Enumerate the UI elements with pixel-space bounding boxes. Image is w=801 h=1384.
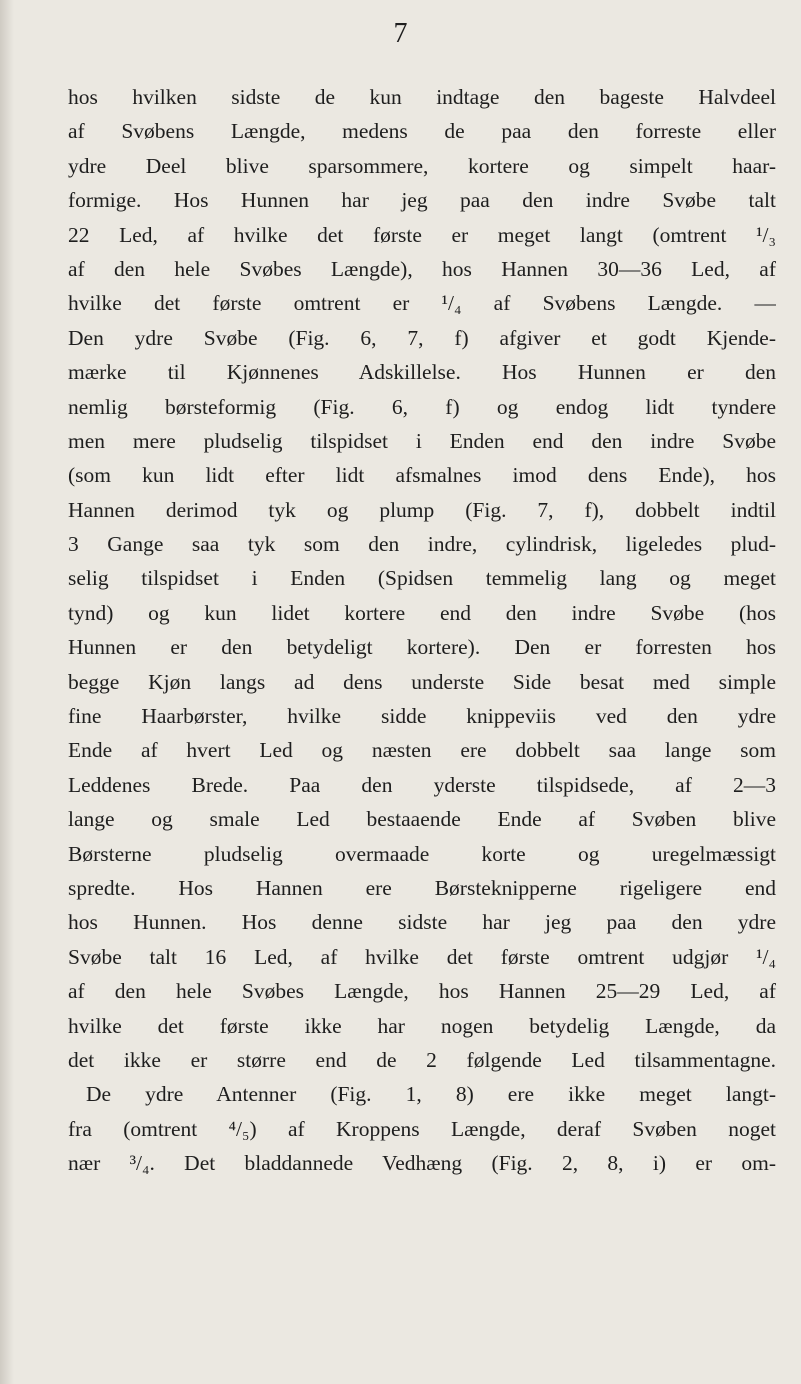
- text-line-2: af Svøbens Længde, medens de paa den forreste eller: [68, 119, 776, 144]
- text-line-8: Den ydre Svøbe (Fig. 6, 7, f) afgiver et godt Kjende-: [68, 325, 776, 350]
- text-line-14: 3 Gange saa tyk som den indre, cylindrisk, ligeledes plud-: [68, 532, 776, 557]
- text-line-17: Hunnen er den betydeligt kortere). Den er forresten hos: [68, 635, 776, 660]
- text-line-11: men mere pludselig tilspidset i Enden end den indre Svøbe: [68, 428, 776, 453]
- text-line-24: spredte. Hos Hannen ere Børsteknipperne rigeligere end: [68, 875, 776, 900]
- text-line-1: hos hvilken sidste de kun indtage den bageste Halvdeel: [68, 85, 776, 109]
- text-line-13: Hannen derimod tyk og plump (Fig. 7, f), dobbelt indtil: [68, 497, 776, 522]
- text-line-16: tynd) og kun lidet kortere end den indre Svøbe (hos: [68, 600, 776, 625]
- text-line-12: (som kun lidt efter lidt afsmalnes imod dens Ende), hos: [68, 463, 776, 488]
- text-line-4: formige. Hos Hunnen har jeg paa den indre Svøbe talt: [68, 188, 776, 213]
- text-line-10: nemlig børsteformig (Fig. 6, f) og endog lidt tyndere: [68, 394, 776, 419]
- text-line-15: selig tilspidset i Enden (Spidsen temmelig lang og meget: [68, 566, 776, 591]
- text-line-20: Ende af hvert Led og næsten ere dobbelt saa lange som: [68, 738, 776, 763]
- text-line-25: hos Hunnen. Hos denne sidste har jeg paa den ydre: [68, 910, 776, 935]
- text-line-22: lange og smale Led bestaaende Ende af Svøben blive: [68, 807, 776, 832]
- page-number: 7: [393, 18, 408, 49]
- page-binding-shadow: [0, 0, 14, 1384]
- text-line-19: fine Haarbørster, hvilke sidde knippeviis ved den ydre: [68, 704, 776, 729]
- text-line-29: det ikke er større end de 2 følgende Led tilsammentagne.: [68, 1047, 776, 1072]
- text-line-23: Børsterne pludselig overmaade korte og uregelmæssigt: [68, 841, 776, 866]
- text-line-6: af den hele Svøbes Længde), hos Hannen 30—36 Led, af: [68, 256, 776, 281]
- text-line-32: nær ³/₄. Det bladdannede Vedhæng (Fig. 2, 8, i) er om-: [68, 1151, 776, 1176]
- text-line-7: hvilke det første omtrent er ¹/₄ af Svøbens Længde. —: [68, 291, 776, 316]
- text-line-21: Leddenes Brede. Paa den yderste tilspidsede, af 2—3: [68, 772, 776, 797]
- text-line-26: Svøbe talt 16 Led, af hvilke det første omtrent udgjør ¹/₄: [68, 944, 776, 969]
- text-line-28: hvilke det første ikke har nogen betydelig Længde, da: [68, 1013, 776, 1038]
- text-line-5: 22 Led, af hvilke det første er meget langt (omtrent ¹/₃: [68, 222, 776, 247]
- body-text: [68, 80, 776, 1181]
- text-line-31: fra (omtrent ⁴/₅) af Kroppens Længde, deraf Svøben noget: [68, 1116, 776, 1141]
- text-line-9: mærke til Kjønnenes Adskillelse. Hos Hunnen er den: [68, 360, 776, 385]
- text-line-30: De ydre Antenner (Fig. 1, 8) ere ikke meget langt-: [86, 1082, 776, 1107]
- text-line-18: begge Kjøn langs ad dens underste Side besat med simple: [68, 669, 776, 694]
- text-line-3: ydre Deel blive sparsommere, kortere og simpelt haar-: [68, 153, 776, 178]
- text-line-27: af den hele Svøbes Længde, hos Hannen 25—29 Led, af: [68, 979, 776, 1004]
